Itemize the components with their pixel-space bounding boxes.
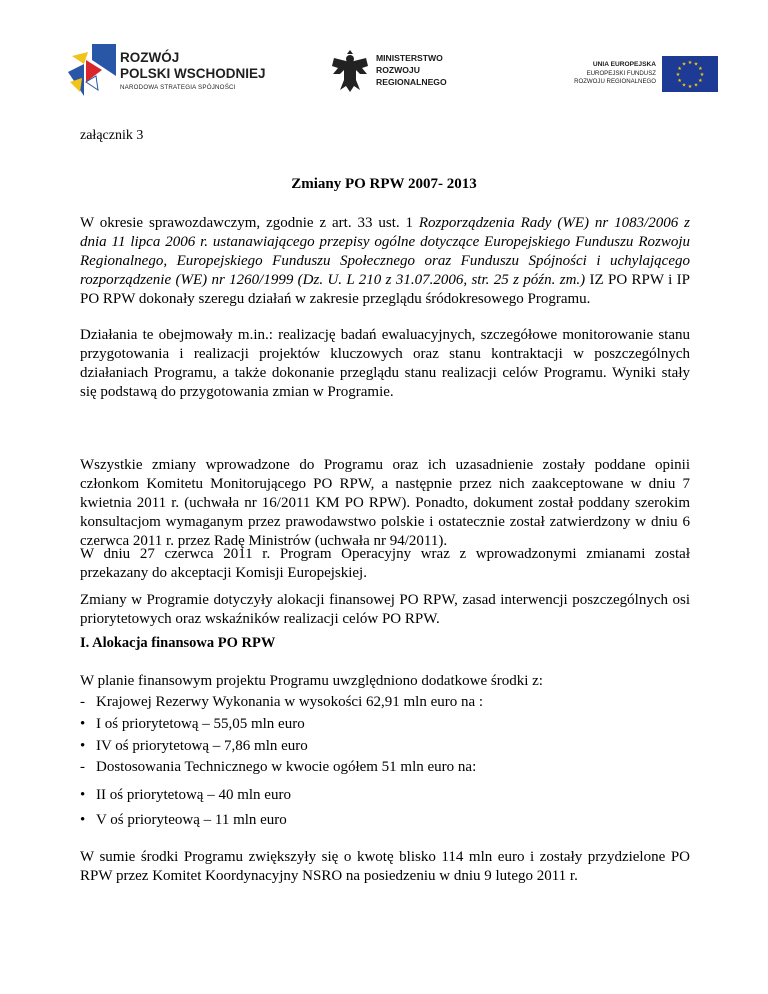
svg-text:★: ★ <box>687 60 693 66</box>
paragraph-3: Wszystkie zmiany wprowadzone do Programu oraz ich uzasadnienie zostały poddane opinii członkom Komitetu Monitorującego PO RPW, a następnie przez nich zaakceptowane w dniu 7 kwietnia 2011 r. (uchwała nr 16/2011 KM PO RPW). Ponadto, dokument został poddany szerokim konsultacjom wymaganym przez prawodawstwo polskie i ostatecznie został zatwierdzony w dniu 6 czerwca 2011 r. przez Radę Ministrów (uchwała nr 94/2011). <box>80 457 690 549</box>
paragraph-1 <box>80 214 690 309</box>
eu-logo-line1: UNIA EUROPEJSKA <box>592 61 656 68</box>
ministry-logo <box>330 50 480 100</box>
list-item-text: IV oś priorytetową – 7,86 mln euro <box>96 738 308 754</box>
regulation-citation: Rozporządzenia Rady (WE) nr 1083/2006 z dnia 11 lipca 2006 r. ustanawiającego przepisy ogólne dotyczące Europejskiego Funduszu Rozwoju Regionalnego, Europejskiego Funduszu Społecznego oraz Funduszu Spójności i uchylającego rozporządzenie (WE) nr 1260/1999 (Dz. U. L 210 z 31.07.2006, str. 25 z późn. zm.) <box>80 215 690 288</box>
eu-flag-icon <box>662 56 718 92</box>
ministry-logo-line1: MINISTERSTWO <box>376 53 443 63</box>
paragraph-5: Zmiany w Programie dotyczyły alokacji finansowej PO RPW, zasad interwencji poszczególnych osi priorytetowych oraz wskaźników realizacji celów PO RPW. <box>80 592 690 627</box>
page-header <box>0 0 768 120</box>
svg-text:★: ★ <box>677 78 682 84</box>
svg-text:★: ★ <box>681 82 687 89</box>
list-marker: - <box>80 759 85 775</box>
list-marker: • <box>80 812 86 828</box>
svg-text:★: ★ <box>698 78 703 84</box>
list-item <box>80 787 291 804</box>
list-marker: • <box>80 716 86 732</box>
eagle-icon <box>330 50 370 94</box>
rpw-logo-line2: POLSKI WSCHODNIEJ <box>120 66 266 81</box>
paragraph-1-start: W okresie sprawozdawczym, zgodnie z art. 33 ust. 1 <box>80 215 419 231</box>
ministry-logo-line3: REGIONALNEGO <box>376 77 447 87</box>
svg-text:★: ★ <box>693 82 699 89</box>
svg-text:★: ★ <box>693 61 699 68</box>
list-item <box>80 759 476 776</box>
list-item-text: II oś priorytetową – 40 mln euro <box>96 787 291 803</box>
paragraph-1-end: IZ PO RPW i IP PO RPW dokonały szeregu działań w zakresie przeglądu śródokresowego Programu. <box>80 272 690 307</box>
svg-text:★: ★ <box>699 72 705 78</box>
list-marker: • <box>80 787 86 803</box>
paragraph-2: Działania te obejmowały m.in.: realizację badań ewaluacyjnych, szczegółowe monitorowanie stanu przygotowania i realizacji projektów kluczowych oraz stanu kontraktacji w poszczególnych działaniach Programu, a także dokonanie przeglądu stanu realizacji celów Programu. Wyniki stały się podstawą do przygotowania zmian w Programie. <box>80 327 690 400</box>
list-item-text: Krajowej Rezerwy Wykonania w wysokości 62,91 mln euro na : <box>96 694 484 710</box>
rpw-logo-line1: ROZWÓJ <box>120 50 180 65</box>
list-item <box>80 694 483 711</box>
paragraph-6: W sumie środki Programu zwiększyły się o kwotę blisko 114 mln euro i zostały przydzielone PO RPW przez Komitet Koordynacyjny NSRO na posiedzeniu w dniu 9 lutego 2011 r. <box>80 849 690 884</box>
document-title: Zmiany PO RPW 2007- 2013 <box>291 176 477 192</box>
list-item <box>80 812 287 829</box>
list-marker: - <box>80 694 85 710</box>
eu-logo <box>568 56 718 92</box>
svg-text:★: ★ <box>677 66 682 72</box>
list-item <box>80 716 305 733</box>
annex-label: załącznik 3 <box>80 128 144 143</box>
rpw-logo-line3: NARODOWA STRATEGIA SPÓJNOŚCI <box>120 84 236 91</box>
rpw-logo <box>62 42 282 102</box>
list-item-text: I oś priorytetową – 55,05 mln euro <box>96 716 305 732</box>
rpw-emblem-icon <box>62 42 118 98</box>
list-marker: • <box>80 738 86 754</box>
list-intro: W planie finansowym projektu Programu uwzględniono dodatkowe środki z: <box>80 673 543 689</box>
svg-text:★: ★ <box>681 61 687 68</box>
eu-logo-line3: ROZWOJU REGIONALNEGO <box>574 78 656 85</box>
ministry-logo-line2: ROZWOJU <box>376 65 420 75</box>
svg-text:★: ★ <box>698 66 703 72</box>
list-item-text: Dostosowania Technicznego w kwocie ogółem 51 mln euro na: <box>96 759 477 775</box>
eu-logo-line2: EUROPEJSKI FUNDUSZ <box>586 70 656 77</box>
list-item <box>80 738 308 755</box>
svg-text:★: ★ <box>675 72 681 78</box>
list-item-text: V oś prioryteową – 11 mln euro <box>96 812 287 828</box>
paragraph-4: W dniu 27 czerwca 2011 r. Program Operacyjny wraz z wprowadzonymi zmianami został przekazany do akceptacji Komisji Europejskiej. <box>80 546 690 581</box>
svg-text:★: ★ <box>687 84 693 90</box>
section-heading: I. Alokacja finansowa PO RPW <box>80 635 276 651</box>
